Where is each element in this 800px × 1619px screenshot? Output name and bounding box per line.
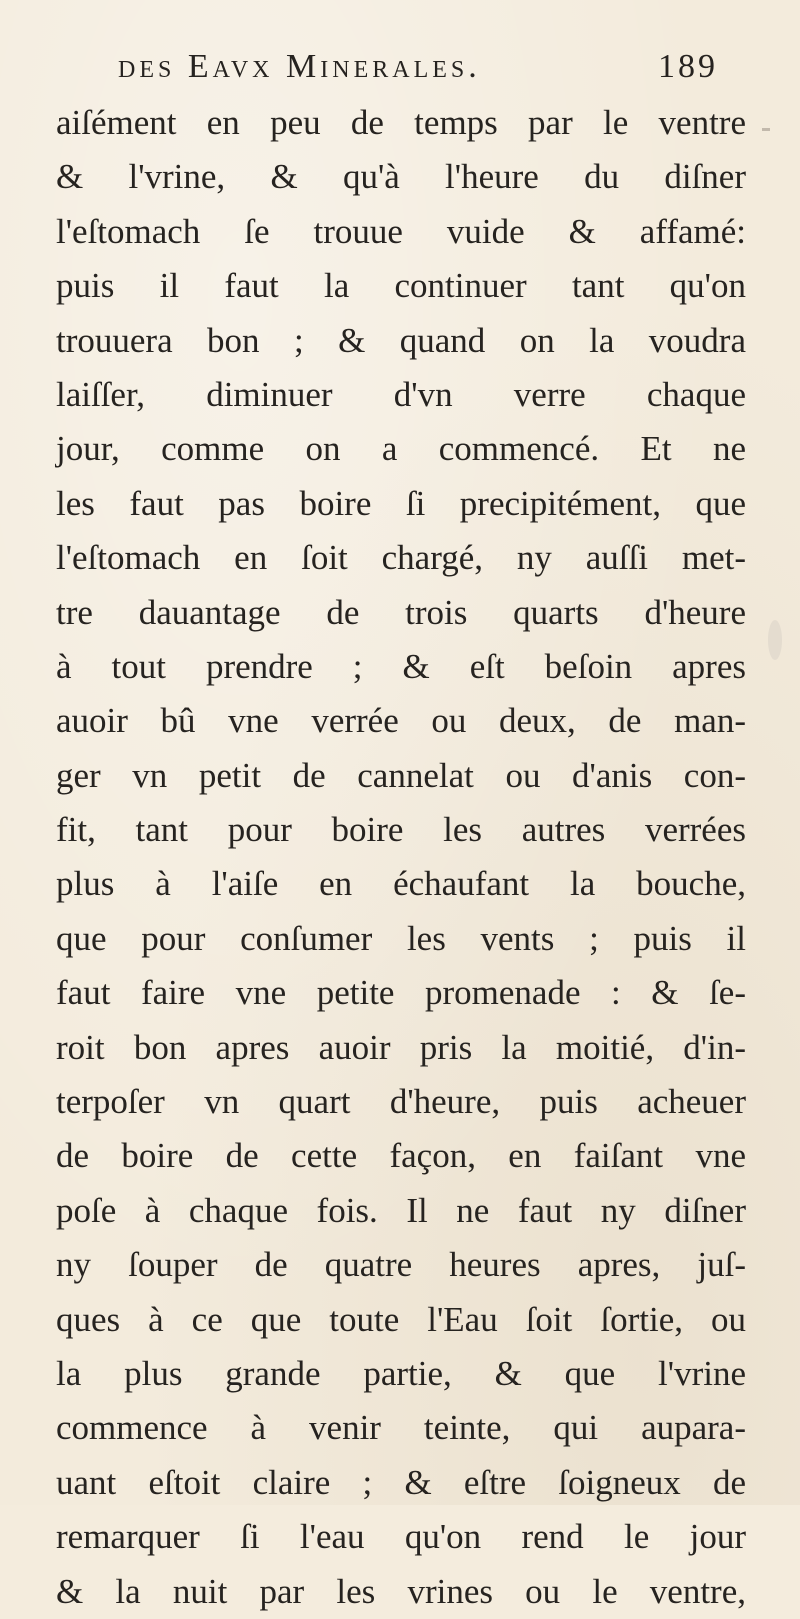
text-line: la plus grande partie, & que l'vrine	[56, 1353, 746, 1393]
page-smudge	[768, 620, 782, 660]
text-line: puis il faut la continuer tant qu'on	[56, 266, 746, 306]
text-line: jour, comme on a commencé. Et ne	[56, 429, 746, 469]
text-line: fit, tant pour boire les autres verrées	[56, 810, 746, 850]
text-line: uant eſtoit claire ; & eſtre ſoigneux de	[56, 1462, 746, 1502]
text-line: ques à ce que toute l'Eau ſoit ſortie, ou	[56, 1299, 746, 1339]
text-line: commence à venir teinte, qui aupara-	[56, 1408, 746, 1448]
page-number: 189	[658, 48, 718, 85]
text-line: de boire de cette façon, en faiſant vne	[56, 1136, 746, 1176]
text-line: ny ſouper de quatre heures apres, juſ-	[56, 1245, 746, 1285]
text-line: l'eſtomach en ſoit chargé, ny auſſi met-	[56, 538, 746, 578]
text-line: poſe à chaque fois. Il ne faut ny diſner	[56, 1190, 746, 1230]
text-line: ger vn petit de cannelat ou d'anis con-	[56, 755, 746, 795]
text-line: auoir bû vne verrée ou deux, de man-	[56, 701, 746, 741]
text-line: que pour conſumer les vents ; puis il	[56, 918, 746, 958]
text-line: & l'vrine, & qu'à l'heure du diſner	[56, 157, 746, 197]
text-line: faut faire vne petite promenade : & ſe-	[56, 973, 746, 1013]
text-line: l'eſtomach ſe trouue vuide & affamé:	[56, 211, 746, 251]
text-line: tre dauantage de trois quarts d'heure	[56, 592, 746, 632]
text-line: laiſſer, diminuer d'vn verre chaque	[56, 374, 746, 414]
running-head: des Eavx Minerales.	[118, 48, 481, 85]
text-line: roit bon apres auoir pris la moitié, d'in-	[56, 1027, 746, 1067]
text-line: & la nuit par les vrines ou le ventre,	[56, 1571, 746, 1611]
text-line: remarquer ſi l'eau qu'on rend le jour	[56, 1517, 746, 1557]
page-header	[118, 48, 718, 98]
ink-mark	[762, 128, 770, 131]
text-line: à tout prendre ; & eſt beſoin apres	[56, 646, 746, 686]
text-line: les faut pas boire ſi precipitément, que	[56, 483, 746, 523]
body-text	[56, 96, 746, 1619]
text-line: trouuera bon ; & quand on la voudra	[56, 320, 746, 360]
text-line: plus à l'aiſe en échaufant la bouche,	[56, 864, 746, 904]
text-line: aiſément en peu de temps par le ventre	[56, 103, 746, 142]
text-line: terpoſer vn quart d'heure, puis acheuer	[56, 1082, 746, 1122]
